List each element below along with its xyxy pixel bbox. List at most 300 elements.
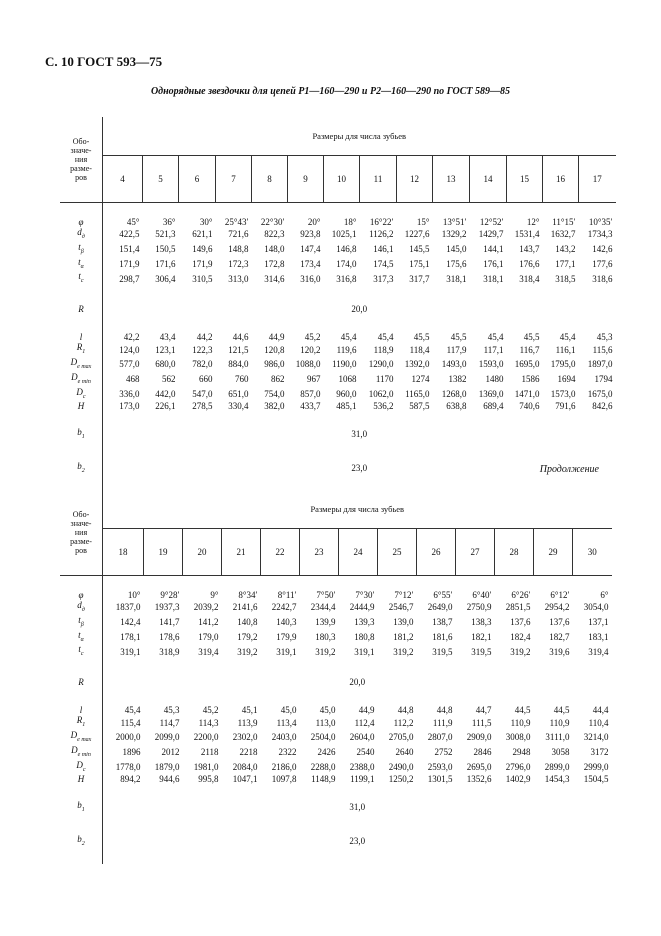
table-cell: 2186,0 [271,761,297,772]
table-cell: 2750,9 [466,602,492,613]
table-cell: 2302,0 [232,732,258,743]
table-row [60,357,616,372]
table-cell: 2999,0 [583,761,609,772]
table-cell: 3058 [551,747,570,758]
merged-cell: 20,0 [351,304,368,315]
table-cell: 2807,0 [427,732,453,743]
table-cell: 1454,3 [544,774,570,785]
teeth-count-header: 11 [360,156,397,203]
table-cell: 138,7 [432,617,453,628]
table-cell: 2909,0 [466,732,492,743]
table-cell: 782,0 [192,359,213,370]
table-cell: 1148,9 [311,774,336,785]
teeth-count-header: 22 [261,529,300,576]
table-cell: 1352,6 [466,774,492,785]
table-cell: 183,1 [588,631,609,642]
table-cell: 10° [127,590,141,600]
teeth-count-header: 13 [433,156,470,203]
label-subscript: c [82,766,86,773]
table-row [60,705,612,715]
table-cell: 148,0 [264,244,285,255]
table-cell: 1392,0 [404,359,430,370]
table-cell: 114,7 [159,717,180,728]
row-label: $d_д$ [60,227,103,242]
table-cell: 137,6 [510,617,531,628]
table-row [60,630,612,645]
table-cell: 143,7 [519,244,540,255]
table-cell: 30° [199,217,213,227]
table-row [60,257,616,272]
table-cell: 45,4 [559,332,576,343]
table-cell: 1531,4 [514,229,540,240]
table-cell: 760 [235,374,249,385]
table-cell: 587,5 [409,401,430,412]
table-cell: 2593,0 [427,761,453,772]
label-subscript: α [80,263,84,270]
table-cell: 137,6 [549,617,570,628]
table-cell: 1199,1 [350,774,375,785]
table-cell: 123,1 [155,344,176,355]
row-label: H [60,774,103,784]
merged-cell: 31,0 [351,429,368,440]
table-cell: 660 [199,374,213,385]
table-cell: 2546,7 [388,602,414,613]
teeth-count-header: 24 [339,529,378,576]
table-cell: 45,0 [280,705,297,716]
table-row [60,730,612,745]
table-cell: 2118 [200,747,219,758]
table-cell: 110,9 [549,717,570,728]
table-cell: 140,8 [237,617,258,628]
table-cell: 1097,8 [271,774,297,785]
row-label: H [60,401,103,411]
table-cell: 2200,0 [193,732,219,743]
row-label: $D_{e max}$ [60,730,103,745]
table-cell: 721,6 [228,229,249,240]
table-cell: 119,6 [336,344,357,355]
table-row [60,796,612,818]
table-cell: 113,0 [315,717,336,728]
table-cell: 923,8 [300,229,321,240]
table-cell: 6°26′ [511,590,531,600]
table-cell: 2403,0 [271,732,297,743]
label-subscript: д [81,233,85,240]
table-cell: 45,5 [413,332,430,343]
table-cell: 330,4 [228,401,249,412]
table-cell: 944,6 [159,774,180,785]
table-cell: 172,8 [264,258,285,269]
row-label: $R_1$ [60,342,103,357]
table-cell: 150,5 [155,244,176,255]
table-cell: 2846 [473,747,492,758]
table-cell: 2084,0 [232,761,258,772]
table-cell: 43,4 [159,332,176,343]
table-cell: 117,9 [446,344,467,355]
table-cell: 42,2 [123,332,140,343]
table-cell: 319,1 [276,646,297,657]
table-cell: 181,6 [432,631,453,642]
table-cell: 317,7 [409,273,430,284]
table-cell: 3008,0 [505,732,531,743]
table-cell: 10°35′ [588,217,613,227]
table-cell: 7°50′ [316,590,336,600]
table-cell: 1794 [594,374,613,385]
table-cell: 1170 [375,374,394,385]
table-cell: 318,5 [555,273,576,284]
table-cell: 142,6 [592,244,613,255]
table-cell: 178,6 [159,631,180,642]
table-cell: 45,2 [202,705,219,716]
table-cell: 2322 [278,747,297,758]
label-subscript: β [80,248,84,255]
table-cell: 318,6 [592,273,613,284]
table-cell: 116,1 [555,344,576,355]
table-cell: 139,0 [393,617,414,628]
table-cell: 1695,0 [514,359,540,370]
table-cell: 1382 [448,374,467,385]
table-cell: 124,0 [119,344,140,355]
table-cell: 2012 [161,747,180,758]
table-cell: 115,6 [592,344,613,355]
table-cell: 306,4 [155,273,176,284]
table-cell: 319,4 [588,646,609,657]
table-cell: 318,1 [483,273,504,284]
row-label: $D_c$ [60,760,103,775]
table-cell: 319,2 [237,646,258,657]
table-row [60,217,616,227]
table-cell: 226,1 [155,401,176,412]
table-cell: 139,9 [315,617,336,628]
table-cell: 1268,0 [441,388,467,399]
table-cell: 1694 [557,374,576,385]
row-label: $R_1$ [60,715,103,730]
table-cell: 884,0 [228,359,249,370]
table-row [60,332,616,342]
row-label: $d_д$ [60,600,103,615]
table-cell: 44,8 [436,705,453,716]
table-cell: 172,3 [228,258,249,269]
table-cell: 1088,0 [295,359,321,370]
row-label: $D_{e max}$ [60,357,103,372]
table-cell: 182,7 [549,631,570,642]
table-cell: 2954,2 [544,602,570,613]
table-cell: 318,4 [519,273,540,284]
table-cell: 689,4 [483,401,504,412]
table-cell: 2695,0 [466,761,492,772]
table-cell: 638,8 [446,401,467,412]
merged-cell: 20,0 [349,677,366,688]
table-cell: 45,4 [377,332,394,343]
table-cell: 12°52′ [479,217,504,227]
table-cell: 1301,5 [427,774,453,785]
table-cell: 1675,0 [587,388,613,399]
table-cell: 1250,2 [388,774,414,785]
table-cell: 1897,0 [587,359,613,370]
row-label: φ [60,217,103,227]
table-cell: 2388,0 [349,761,375,772]
merged-cell: 23,0 [349,836,366,847]
table-cell: 433,7 [300,401,321,412]
table-cell: 9° [210,590,219,600]
teeth-count-header: 5 [143,156,179,203]
table-cell: 298,7 [119,273,140,284]
table-cell: 740,6 [519,401,540,412]
table-cell: 45,4 [487,332,504,343]
table-cell: 6°12′ [550,590,570,600]
table-cell: 176,6 [519,258,540,269]
table-cell: 336,0 [119,388,140,399]
table-row [60,298,616,320]
row-label: $D_{e min}$ [60,372,103,387]
label-subscript: 2 [81,840,85,847]
row-label: $b_1$ [60,423,103,445]
table-cell: 2344,4 [310,602,336,613]
dimension-table [60,490,612,864]
table-cell: 149,6 [192,244,213,255]
table-cell: 316,8 [336,273,357,284]
table-cell: 1369,0 [478,388,504,399]
designation-header: Обо- значе- ния разме- ров [60,117,103,203]
label-subscript: c [82,393,86,400]
table-cell: 986,0 [264,359,285,370]
table-cell: 2242,7 [271,602,297,613]
table-cell: 45,0 [319,705,336,716]
table-cell: 2948 [512,747,531,758]
label-subscript: 1 [81,806,85,813]
teeth-count-header: 27 [456,529,495,576]
table-cell: 11°15′ [552,217,576,227]
table-cell: 176,1 [483,258,504,269]
table-cell: 1402,9 [505,774,531,785]
table-cell: 113,9 [237,717,258,728]
table-cell: 562 [162,374,176,385]
table-row [60,423,616,445]
table-cell: 1274 [411,374,430,385]
table-cell: 45,5 [523,332,540,343]
label-subscript: c [80,651,84,658]
table-cell: 44,7 [475,705,492,716]
table-cell: 174,5 [373,258,394,269]
table-cell: 442,0 [155,388,176,399]
table-cell: 1126,2 [369,229,394,240]
row-label: $t_\beta$ [60,615,103,630]
table-cell: 111,5 [471,717,492,728]
table-cell: 179,0 [198,631,219,642]
row-label: l [60,705,103,715]
table-cell: 44,5 [514,705,531,716]
table-cell: 960,0 [336,388,357,399]
table-cell: 3172 [590,747,609,758]
table-cell: 3054,0 [583,602,609,613]
table-row [60,372,616,387]
table-cell: 1025,1 [331,229,357,240]
table-cell: 44,9 [358,705,375,716]
table-cell: 112,4 [354,717,375,728]
table-row [60,387,616,402]
table-cell: 139,3 [354,617,375,628]
table-cell: 1429,7 [478,229,504,240]
continuation-label: Продолжение [539,464,599,475]
table-cell: 182,4 [510,631,531,642]
row-label: $t_\alpha$ [60,630,103,645]
table-row [60,600,612,615]
table-cell: 2851,5 [505,602,531,613]
table-cell: 2640 [395,747,414,758]
label-subscript: e max [77,363,92,370]
table-cell: 2796,0 [505,761,531,772]
teeth-count-header: 26 [417,529,456,576]
table-cell: 1981,0 [193,761,219,772]
table-cell: 2218 [239,747,258,758]
teeth-count-header: 19 [144,529,183,576]
table-cell: 18° [343,217,357,227]
table-cell: 171,9 [192,258,213,269]
table-cell: 12° [526,217,540,227]
row-label: $D_{e min}$ [60,745,103,760]
table-cell: 16°22′ [369,217,394,227]
table-cell: 121,5 [228,344,249,355]
table-cell: 177,1 [555,258,576,269]
teeth-count-header: 18 [103,529,144,576]
table-cell: 382,0 [264,401,285,412]
table-cell: 175,6 [446,258,467,269]
label-subscript: e max [77,736,92,743]
table-cell: 180,3 [315,631,336,642]
table-cell: 45° [126,217,140,227]
table-cell: 1165,0 [405,388,430,399]
table-row [60,342,616,357]
table-cell: 822,3 [264,229,285,240]
table-row [60,760,612,775]
table-row [60,715,612,730]
label-subscript: c [80,278,84,285]
table-cell: 138,3 [471,617,492,628]
row-label: R [60,298,103,320]
teeth-count-header: 10 [324,156,360,203]
table-row [60,745,612,760]
table-cell: 111,9 [432,717,453,728]
teeth-count-header: 9 [288,156,324,203]
table-cell: 318,9 [159,646,180,657]
table-cell: 2899,0 [544,761,570,772]
teeth-count-header: 25 [378,529,417,576]
teeth-count-header: 17 [579,156,616,203]
table-cell: 145,0 [446,244,467,255]
table-cell: 1480 [485,374,504,385]
table-cell: 171,9 [119,258,140,269]
table-row [60,457,616,479]
table-cell: 45,2 [304,332,321,343]
table-cell: 112,2 [393,717,414,728]
table-cell: 177,6 [592,258,613,269]
label-subscript: 2 [81,467,85,474]
table-cell: 1573,0 [550,388,576,399]
row-label: $b_1$ [60,796,103,818]
table-row [60,830,612,852]
table-cell: 2444,9 [349,602,375,613]
table-cell: 15° [416,217,430,227]
table-cell: 6°40′ [472,590,492,600]
row-label: $b_2$ [60,830,103,852]
teeth-count-header: 21 [222,529,261,576]
table-cell: 319,5 [432,646,453,657]
table-cell: 113,4 [276,717,297,728]
label-subscript: 1 [82,721,86,728]
table-cell: 995,8 [198,774,219,785]
table-cell: 2604,0 [349,732,375,743]
table-cell: 319,1 [354,646,375,657]
table-row [60,671,612,693]
table-title: Однорядные звездочки для цепей Р1—160—290 и Р2—160—290 по ГОСТ 589—85 [150,86,511,97]
table-cell: 857,0 [300,388,321,399]
table-cell: 142,4 [120,617,141,628]
table-cell: 114,3 [198,717,219,728]
table-cell: 310,5 [192,273,213,284]
table-cell: 1586 [521,374,540,385]
table-cell: 45,5 [450,332,467,343]
teeth-count-header: 7 [216,156,252,203]
table-cell: 313,0 [228,273,249,284]
table-cell: 1734,3 [587,229,613,240]
table-cell: 120,8 [264,344,285,355]
teeth-count-header: 29 [534,529,573,576]
page-header: С. 10 ГОСТ 593—75 [45,54,163,69]
table-cell: 319,2 [315,646,336,657]
table-cell: 485,1 [336,401,357,412]
row-label: φ [60,590,103,600]
table-cell: 8°34′ [238,590,258,600]
table-cell: 20° [307,217,321,227]
table-cell: 547,0 [192,388,213,399]
teeth-count-header: 28 [495,529,534,576]
table-cell: 422,5 [119,229,140,240]
table-row [60,401,616,411]
table-cell: 116,7 [519,344,540,355]
table-cell: 2504,0 [310,732,336,743]
table-cell: 1290,0 [368,359,394,370]
table-cell: 1062,0 [368,388,394,399]
table-cell: 9°28′ [160,590,180,600]
table-cell: 45,1 [241,705,258,716]
table-cell: 146,8 [336,244,357,255]
table-cell: 316,0 [300,273,321,284]
label-subscript: 1 [81,433,85,440]
table-cell: 680,0 [155,359,176,370]
sizes-header: Размеры для числа зубьев [103,117,616,156]
table-cell: 319,1 [120,646,141,657]
table-cell: 180,8 [354,631,375,642]
table-cell: 754,0 [264,388,285,399]
table-cell: 319,6 [549,646,570,657]
row-label: $b_2$ [60,457,103,479]
table-cell: 44,5 [553,705,570,716]
table-cell: 44,6 [232,332,249,343]
table-cell: 2039,2 [193,602,219,613]
teeth-count-header: 23 [300,529,339,576]
table-row [60,774,612,784]
table-cell: 178,1 [120,631,141,642]
table-cell: 179,9 [276,631,297,642]
table-cell: 2141,6 [232,602,258,613]
table-cell: 791,6 [555,401,576,412]
table-cell: 44,8 [397,705,414,716]
table-cell: 118,4 [409,344,430,355]
merged-cell: 31,0 [349,802,366,813]
table-cell: 22°30′ [260,217,285,227]
table-cell: 278,5 [192,401,213,412]
table-cell: 6° [600,590,609,600]
table-cell: 842,6 [592,401,613,412]
